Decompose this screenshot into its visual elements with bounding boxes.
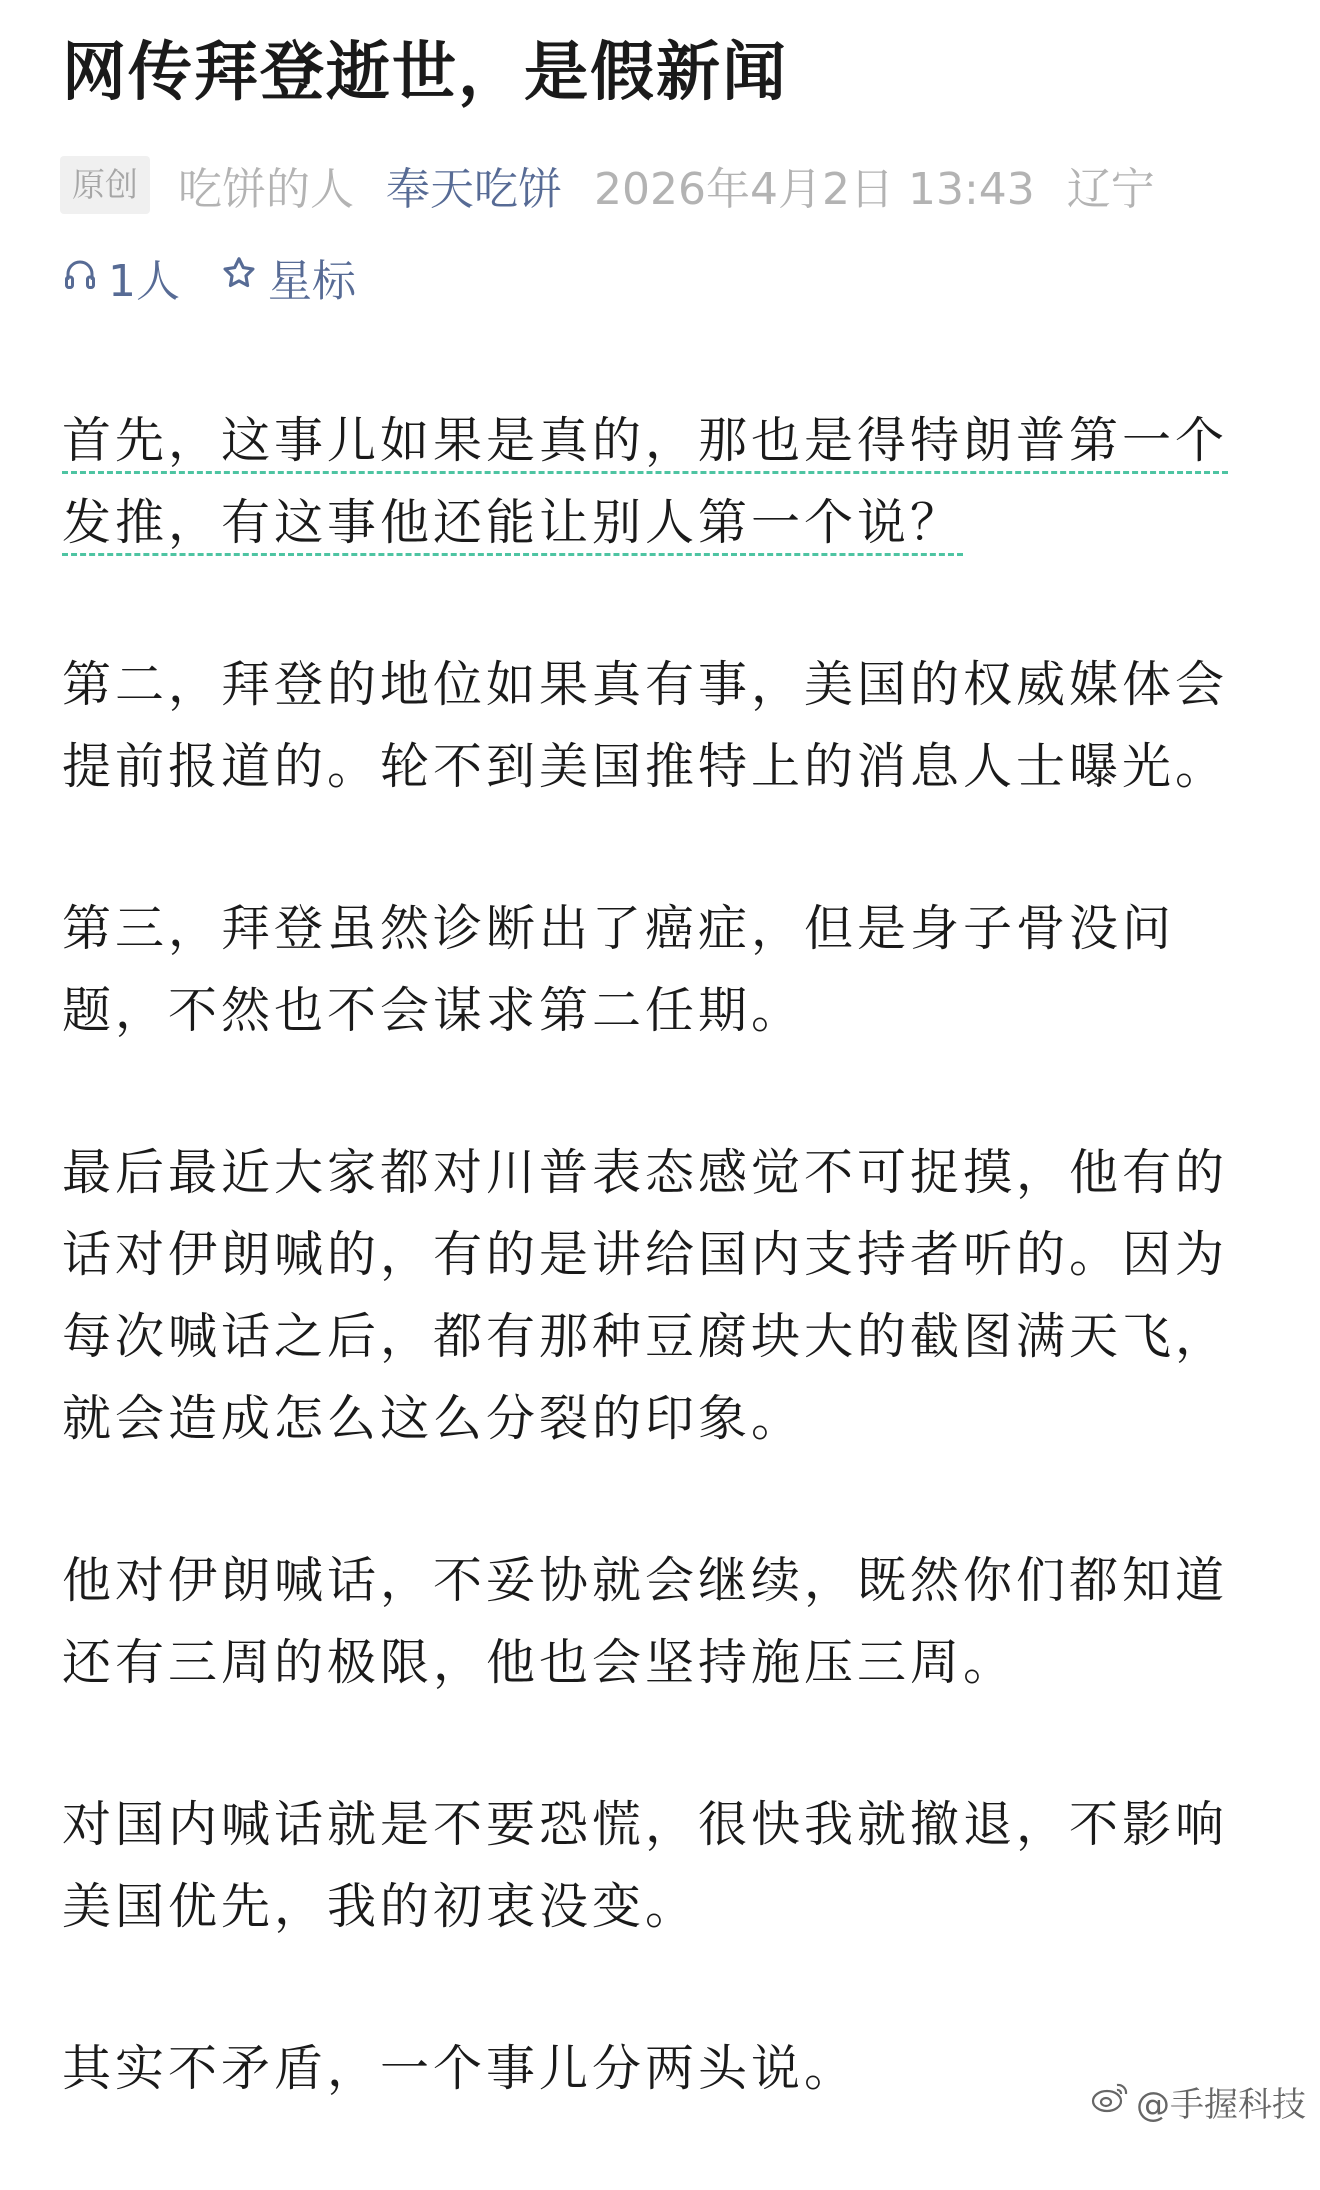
weibo-icon: [1090, 2080, 1136, 2123]
listen-count: 1人: [108, 256, 180, 307]
article-title: 网传拜登逝世，是假新闻: [62, 36, 788, 110]
article-body: [62, 400, 1272, 2190]
publish-datetime: 2026年4月2日 13:43: [594, 164, 1035, 215]
original-badge: 原创: [60, 156, 150, 214]
star-label: 星标: [268, 256, 356, 307]
paragraph-4: 最后最近大家都对川普表态感觉不可捉摸，他有的话对伊朗喊的，有的是讲给国内支持者听的。因为每次喊话之后，都有那种豆腐块大的截图满天飞，就会造成怎么这么分裂的印象。: [62, 1144, 1229, 1447]
headphones-icon: [62, 252, 108, 303]
article-meta: [60, 150, 1155, 220]
star-button[interactable]: [220, 245, 356, 309]
watermark: [1090, 2077, 1306, 2126]
article-actions: [62, 242, 396, 312]
paragraph-5: 他对伊朗喊话，不妥协就会继续，既然你们都知道还有三周的极限，他也会坚持施压三周。: [62, 1552, 1229, 1691]
paragraph-3: 第三，拜登虽然诊断出了癌症，但是身子骨没问题，不然也不会谋求第二任期。: [62, 900, 1176, 1039]
listen-button[interactable]: [62, 245, 180, 309]
watermark-text: @手握科技: [1136, 2085, 1306, 2125]
paragraph-7: 其实不矛盾，一个事儿分两头说。: [62, 2040, 858, 2097]
account-link[interactable]: 奉天吃饼: [386, 164, 562, 215]
paragraph-1: [62, 400, 1272, 564]
publish-location: 辽宁: [1066, 164, 1155, 215]
highlighted-text[interactable]: 首先，这事儿如果是真的，那也是得特朗普第一个发推，有这事他还能让别人第一个说？: [62, 412, 1229, 551]
star-outline-icon: [220, 252, 268, 303]
paragraph-6: 对国内喊话就是不要恐慌，很快我就撤退，不影响美国优先，我的初衷没变。: [62, 1796, 1229, 1935]
paragraph-2: 第二，拜登的地位如果真有事，美国的权威媒体会提前报道的。轮不到美国推特上的消息人士曝光。: [62, 656, 1229, 795]
author-name: 吃饼的人: [178, 164, 354, 215]
